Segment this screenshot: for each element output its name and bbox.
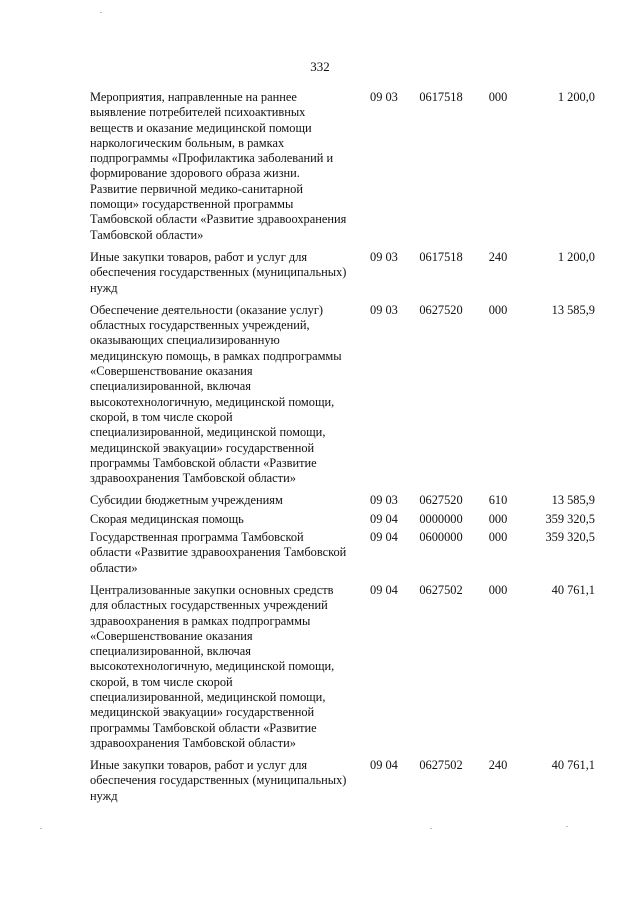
table-row — [90, 303, 595, 494]
row-amount: 1 200,0 — [557, 249, 595, 264]
row-section-code: 09 04 — [370, 582, 398, 597]
row-section-code: 09 04 — [370, 530, 398, 545]
row-section-code: 09 03 — [370, 302, 398, 317]
row-target-code: 0000000 — [419, 511, 463, 526]
row-section-code: 09 03 — [370, 90, 398, 104]
row-section-code: 09 04 — [370, 511, 398, 526]
table-row — [90, 758, 595, 811]
row-target-code: 0600000 — [419, 530, 463, 545]
row-name: Мероприятия, направленные на раннее выявление потребителей психоактивных веществ и оказание медицинской помощи наркологическим больным, в рамках подпрограммы «Профилактика заболеваний и формирование здорового образа жизни. Развитие первичной медико-санитарной помощи» государственной программы Тамбовской области «Развитие здравоохранения Тамбовской области» — [90, 90, 347, 242]
row-amount: 13 585,9 — [551, 493, 595, 508]
row-amount: 13 585,9 — [551, 302, 595, 317]
table-row — [90, 90, 595, 250]
scan-speck — [430, 828, 432, 829]
scan-speck — [100, 12, 102, 13]
row-target-code: 0627520 — [419, 302, 463, 317]
row-expense-type: 000 — [488, 530, 508, 545]
row-amount: 1 200,0 — [557, 90, 595, 104]
row-amount: 359 320,5 — [545, 530, 595, 545]
table-row — [90, 512, 595, 530]
table-row — [90, 530, 595, 583]
table-row — [90, 493, 595, 511]
row-target-code: 0627520 — [419, 493, 463, 508]
page-number: 332 — [310, 59, 330, 74]
row-target-code: 0627502 — [419, 758, 463, 773]
table-row — [90, 583, 595, 758]
row-name: Централизованные закупки основных средств для областных государственных учреждений здравоохранения в рамках подпрограммы «Совершенствование оказания специализированной, включая высокотехнологичную, медицинской помощи, скорой, в том числе скорой специализированной, медицинской помощи, медицинской эвакуации» государственной программы Тамбовской области «Развитие здравоохранения Тамбовской области» — [90, 582, 335, 750]
row-name: Скорая медицинская помощь — [90, 511, 244, 526]
row-amount: 40 761,1 — [551, 582, 595, 597]
row-section-code: 09 03 — [370, 493, 398, 508]
row-amount: 359 320,5 — [545, 511, 595, 526]
scan-speck — [566, 826, 568, 827]
row-expense-type: 240 — [488, 758, 508, 773]
table-row — [90, 250, 595, 303]
row-section-code: 09 04 — [370, 758, 398, 773]
row-expense-type: 000 — [488, 582, 508, 597]
row-expense-type: 000 — [488, 302, 508, 317]
row-name: Обеспечение деятельности (оказание услуг) областных государственных учреждений, оказывающих специализированную медицинскую помощь, в рамках подпрограммы «Совершенствование оказания специализированной, включая высокотехнологичную, медицинской помощи, скорой, в том числе скорой специализированной, медицинской помощи, медицинской эвакуации» государственной программы Тамбовской области «Развитие здравоохранения Тамбовской области» — [90, 302, 342, 486]
row-amount: 40 761,1 — [551, 758, 595, 773]
row-name: Государственная программа Тамбовской области «Развитие здравоохранения Тамбовской области» — [90, 530, 347, 575]
row-expense-type: 610 — [488, 493, 508, 508]
row-expense-type: 000 — [488, 90, 508, 104]
row-name: Субсидии бюджетным учреждениям — [90, 493, 283, 508]
row-expense-type: 000 — [488, 511, 508, 526]
row-target-code: 0617518 — [419, 249, 463, 264]
row-name: Иные закупки товаров, работ и услуг для обеспечения государственных (муниципальных) нужд — [90, 249, 347, 295]
row-section-code: 09 03 — [370, 249, 398, 264]
row-expense-type: 240 — [488, 249, 508, 264]
row-target-code: 0617518 — [419, 90, 463, 104]
budget-table — [90, 90, 595, 811]
row-name: Иные закупки товаров, работ и услуг для обеспечения государственных (муниципальных) нужд — [90, 758, 347, 803]
scan-speck — [40, 828, 42, 829]
row-target-code: 0627502 — [419, 582, 463, 597]
